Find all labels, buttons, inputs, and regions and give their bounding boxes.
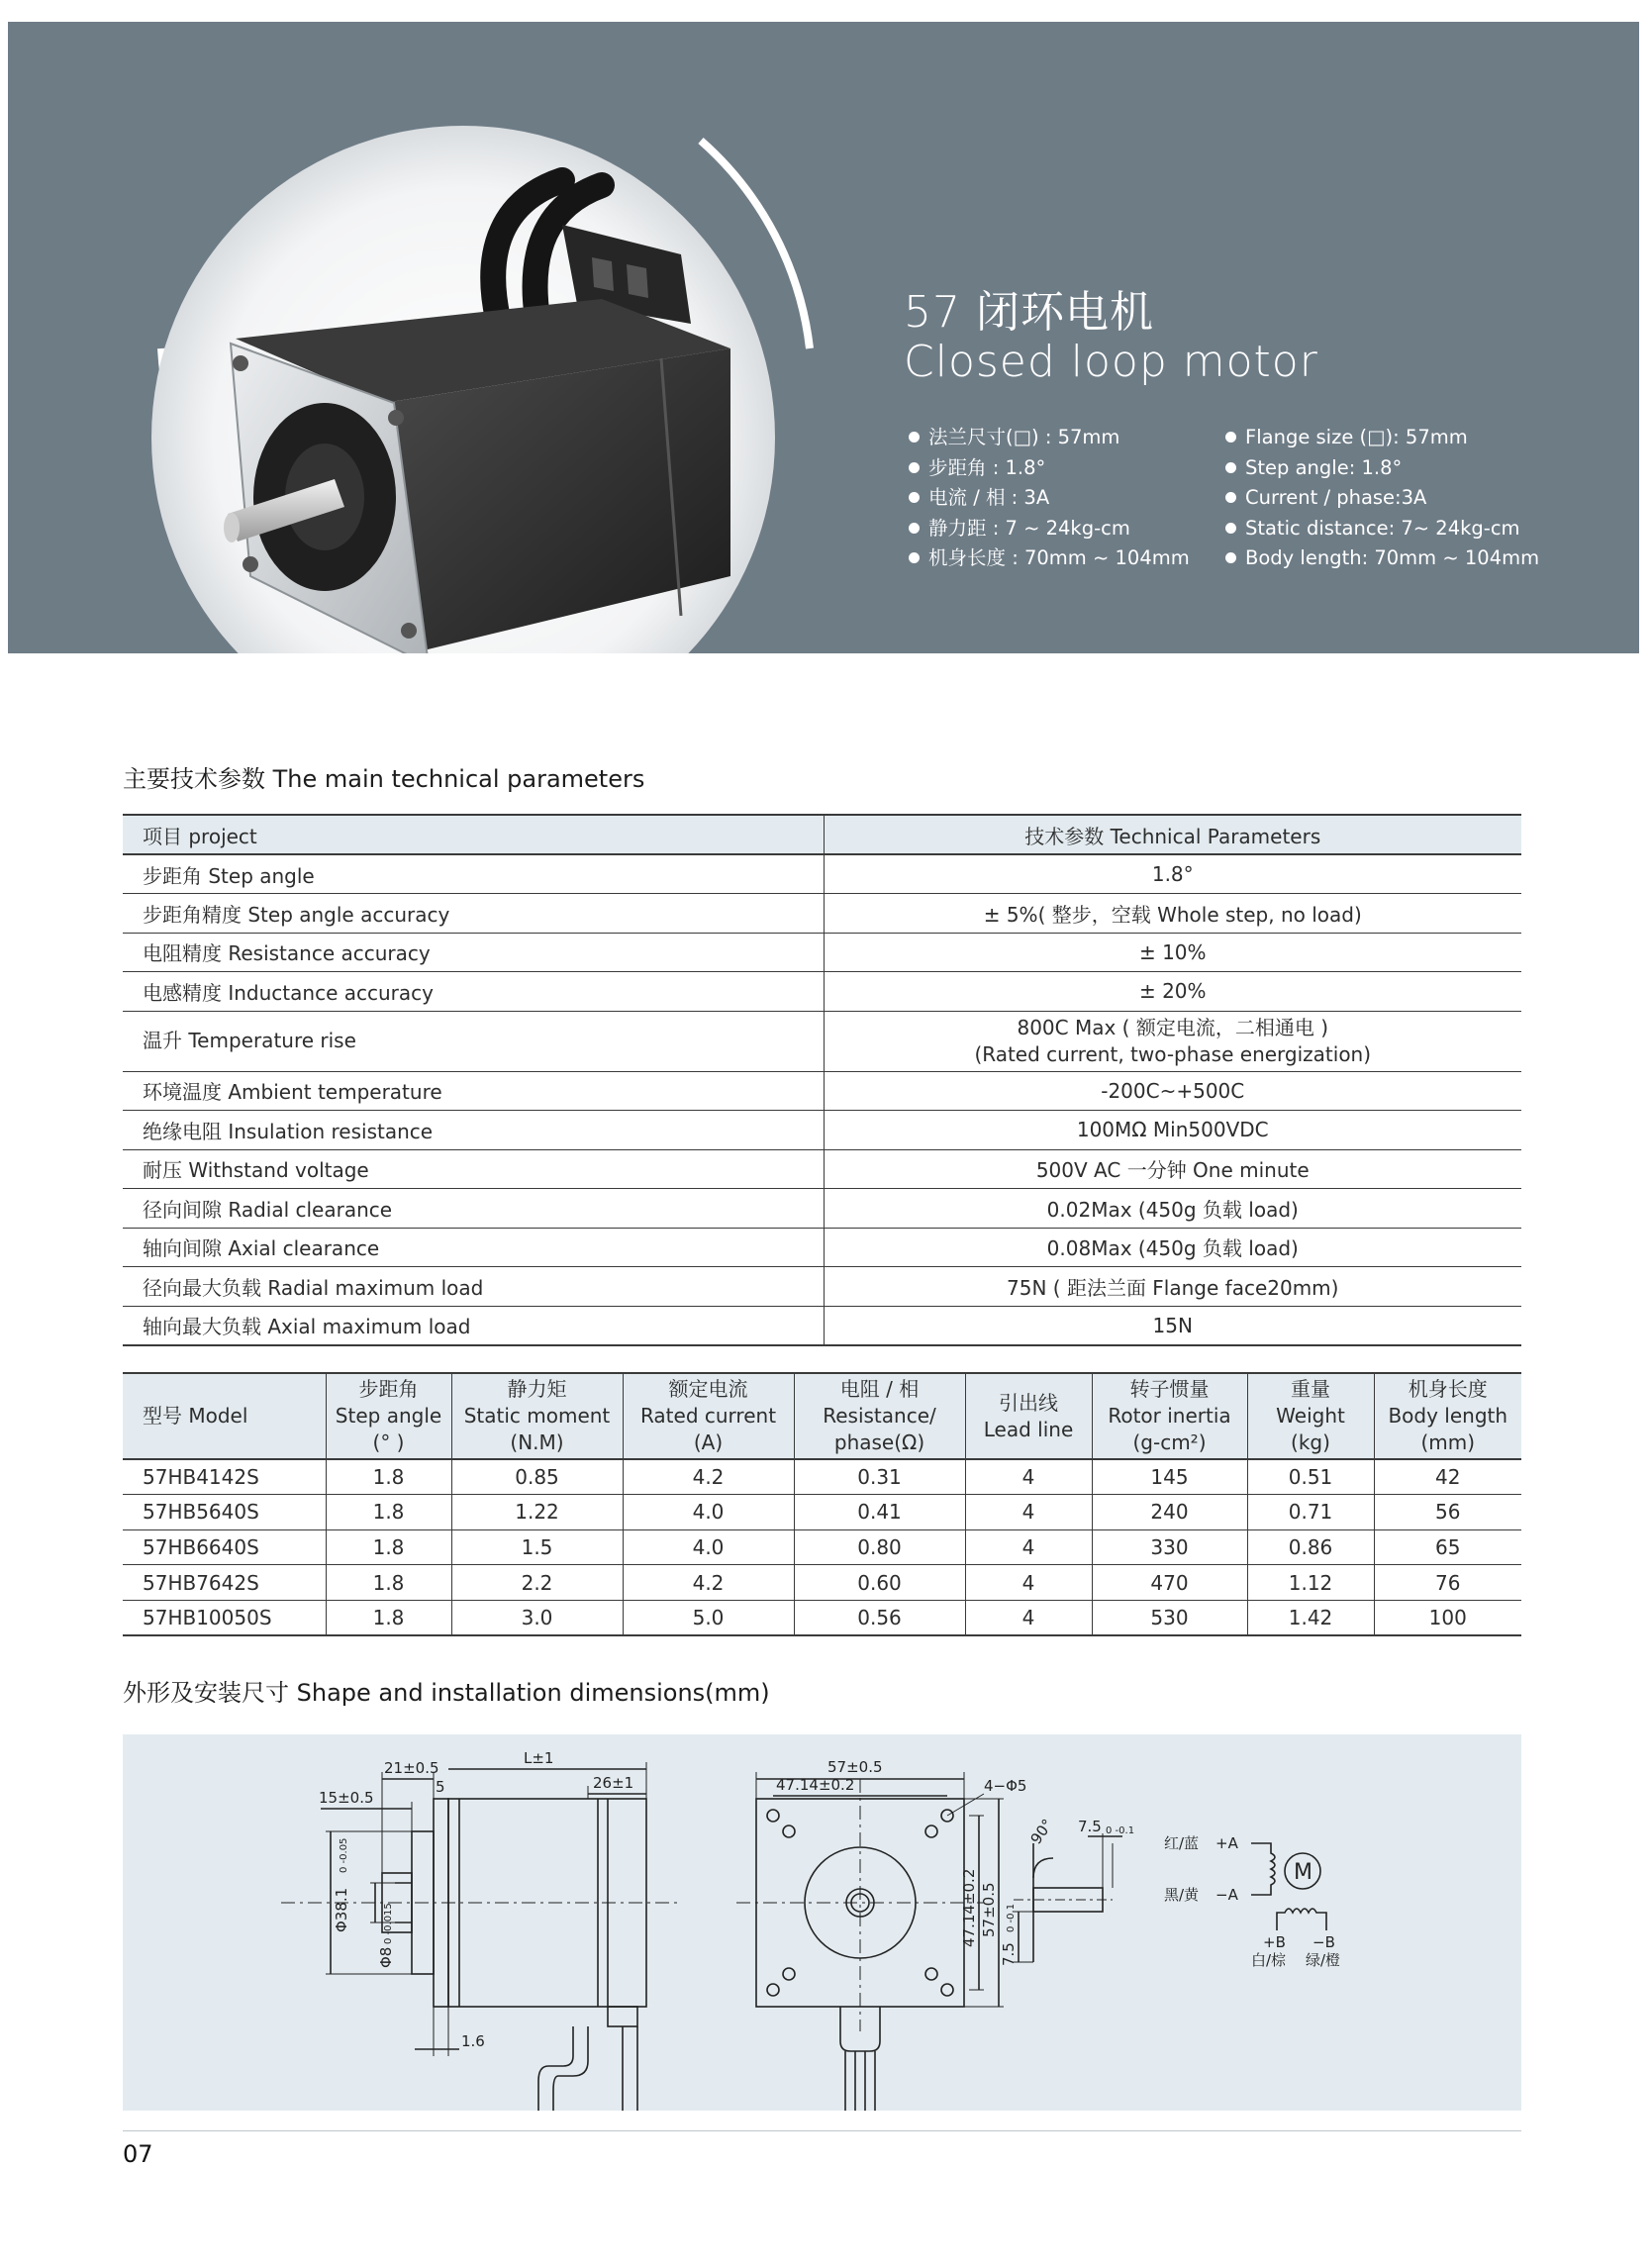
model-cell: 57HB6640S <box>123 1529 326 1565</box>
param-name: 温升 Temperature rise <box>123 1011 824 1071</box>
dim-label: 1.6 <box>461 2032 485 2050</box>
dim-label: Φ8 <box>377 1946 395 1968</box>
spec-item: Step angle: 1.8° <box>1225 453 1539 484</box>
bullet-icon <box>909 552 920 563</box>
bullet-icon <box>1225 462 1236 473</box>
param-name: 耐压 Withstand voltage <box>123 1149 824 1189</box>
value-cell: 1.8 <box>326 1459 451 1495</box>
bullet-icon <box>1225 432 1236 443</box>
param-value: ± 20% <box>824 972 1521 1012</box>
value-cell: 0.41 <box>794 1495 965 1530</box>
spec-item: 法兰尺寸(□) : 57mm <box>909 423 1190 453</box>
table-row <box>123 1306 1521 1345</box>
table-row <box>123 972 1521 1012</box>
param-value: 100MΩ Min500VDC <box>824 1111 1521 1150</box>
value-cell: 2.2 <box>451 1565 623 1601</box>
param-name: 绝缘电阻 Insulation resistance <box>123 1111 824 1150</box>
model-cell: 57HB7642S <box>123 1565 326 1601</box>
dim-label: 21±0.5 <box>384 1759 439 1777</box>
table-row <box>123 1011 1521 1071</box>
table-row <box>123 1495 1521 1530</box>
dim-label: 90° <box>1026 1816 1057 1848</box>
value-cell: 0.31 <box>794 1459 965 1495</box>
header-parameters: 技术参数 Technical Parameters <box>824 815 1521 854</box>
table-header-row <box>123 815 1521 854</box>
dim-label: 0 -0.015 <box>383 1903 394 1944</box>
value-cell: 4.2 <box>623 1565 794 1601</box>
dim-label: 57±0.5 <box>827 1758 883 1776</box>
value-cell: 1.42 <box>1247 1600 1374 1635</box>
dimension-drawing <box>123 1734 1521 2111</box>
value-cell: 0.60 <box>794 1565 965 1601</box>
header-model: 型号 Model <box>123 1373 326 1459</box>
param-value: 0.08Max (450g 负载 load) <box>824 1228 1521 1267</box>
param-value: 75N ( 距法兰面 Flange face20mm) <box>824 1267 1521 1307</box>
dim-label: 7.5 <box>1078 1818 1102 1835</box>
wire-label: 黑/黄 <box>1164 1886 1200 1904</box>
param-value: ± 10% <box>824 933 1521 972</box>
table-row <box>123 854 1521 894</box>
model-cell: 57HB10050S <box>123 1600 326 1635</box>
value-cell: 1.12 <box>1247 1565 1374 1601</box>
value-cell: 330 <box>1092 1529 1247 1565</box>
wire-label: 白/棕 <box>1251 1951 1287 1969</box>
dim-label: 4−Φ5 <box>984 1777 1027 1795</box>
dimension-drawing-svg <box>123 1734 1521 2111</box>
param-value: -200C~+500C <box>824 1071 1521 1111</box>
dim-label: 0 -0.05 <box>339 1837 349 1873</box>
param-name: 轴向最大负载 Axial maximum load <box>123 1306 824 1345</box>
spec-list-en <box>1225 423 1539 574</box>
param-name: 电阻精度 Resistance accuracy <box>123 933 824 972</box>
param-name: 径向最大负载 Radial maximum load <box>123 1267 824 1307</box>
header-step-angle: 步距角 Step angle (° ) <box>326 1373 451 1459</box>
table-row <box>123 1111 1521 1150</box>
value-cell: 1.8 <box>326 1495 451 1530</box>
wire-label: 绿/橙 <box>1306 1951 1341 1969</box>
value-cell: 1.8 <box>326 1565 451 1601</box>
value-cell: 1.5 <box>451 1529 623 1565</box>
value-cell: 0.51 <box>1247 1459 1374 1495</box>
value-cell: 76 <box>1374 1565 1521 1601</box>
value-cell: 4 <box>965 1529 1092 1565</box>
wire-label: +B <box>1263 1933 1286 1951</box>
dim-label: 5 <box>436 1778 445 1796</box>
bullet-icon <box>909 462 920 473</box>
header-resistance: 电阻 / 相 Resistance/ phase(Ω) <box>794 1373 965 1459</box>
dim-label: 15±0.5 <box>319 1789 374 1807</box>
table-row <box>123 1565 1521 1601</box>
spec-list-cn <box>909 423 1190 574</box>
param-name: 轴向间隙 Axial clearance <box>123 1228 824 1267</box>
param-value: 1.8° <box>824 854 1521 894</box>
model-cell: 57HB4142S <box>123 1459 326 1495</box>
param-value: 15N <box>824 1306 1521 1345</box>
bullet-icon <box>1225 492 1236 503</box>
dim-label: Φ38.1 <box>333 1887 350 1932</box>
value-cell: 0.85 <box>451 1459 623 1495</box>
bullet-icon <box>1225 552 1236 563</box>
value-cell: 4.0 <box>623 1529 794 1565</box>
spec-item: Static distance: 7~ 24kg-cm <box>1225 514 1539 544</box>
value-cell: 4 <box>965 1459 1092 1495</box>
value-cell: 5.0 <box>623 1600 794 1635</box>
param-value-line: (Rated current, two-phase energization) <box>974 1041 1372 1066</box>
table-row <box>123 1600 1521 1635</box>
header-static-moment: 静力矩 Static moment (N.M) <box>451 1373 623 1459</box>
bullet-icon <box>1225 523 1236 534</box>
value-cell: 4 <box>965 1565 1092 1601</box>
dim-label: 0 -0.1 <box>1006 1903 1017 1932</box>
page-number: 07 <box>123 2140 153 2168</box>
value-cell: 0.80 <box>794 1529 965 1565</box>
dim-label: 26±1 <box>593 1774 634 1792</box>
bullet-icon <box>909 432 920 443</box>
table-row <box>123 1267 1521 1307</box>
section-title-dimensions: 外形及安装尺寸 Shape and installation dimensions(mm) <box>123 1679 770 1707</box>
models-table <box>123 1372 1521 1636</box>
motor-symbol-label: M <box>1294 1860 1312 1885</box>
table-header-row <box>123 1373 1521 1459</box>
dim-label: 7.5 <box>1000 1942 1018 1966</box>
table-row <box>123 1189 1521 1229</box>
value-cell: 0.71 <box>1247 1495 1374 1530</box>
table-row <box>123 1149 1521 1189</box>
header-rated-current: 额定电流 Rated current (A) <box>623 1373 794 1459</box>
spec-item: Current / phase:3A <box>1225 483 1539 514</box>
value-cell: 1.22 <box>451 1495 623 1530</box>
wire-label: −B <box>1312 1933 1335 1951</box>
value-cell: 530 <box>1092 1600 1247 1635</box>
value-cell: 145 <box>1092 1459 1247 1495</box>
table-row <box>123 933 1521 972</box>
bullet-icon <box>909 492 920 503</box>
dim-label: 0 -0.1 <box>1106 1825 1135 1836</box>
header-lead-line: 引出线 Lead line <box>965 1373 1092 1459</box>
spec-item: 机身长度 : 70mm ~ 104mm <box>909 543 1190 574</box>
spec-item: 步距角 : 1.8° <box>909 453 1190 484</box>
header-weight: 重量 Weight (kg) <box>1247 1373 1374 1459</box>
value-cell: 4.2 <box>623 1459 794 1495</box>
param-name: 步距角 Step angle <box>123 854 824 894</box>
table-row <box>123 1071 1521 1111</box>
value-cell: 240 <box>1092 1495 1247 1530</box>
value-cell: 0.86 <box>1247 1529 1374 1565</box>
header-rotor-inertia: 转子惯量 Rotor inertia (g-cm²) <box>1092 1373 1247 1459</box>
spec-item: Flange size (□): 57mm <box>1225 423 1539 453</box>
wire-label: +A <box>1215 1834 1238 1852</box>
dim-label: 47.14±0.2 <box>776 1776 855 1794</box>
table-row <box>123 894 1521 934</box>
wire-label: −A <box>1215 1886 1238 1904</box>
section-title-params: 主要技术参数 The main technical parameters <box>123 765 645 793</box>
spec-item: Body length: 70mm ~ 104mm <box>1225 543 1539 574</box>
spec-item: 静力距 : 7 ~ 24kg-cm <box>909 514 1190 544</box>
value-cell: 4.0 <box>623 1495 794 1530</box>
bullet-icon <box>909 523 920 534</box>
value-cell: 1.8 <box>326 1529 451 1565</box>
param-value <box>824 1011 1521 1071</box>
dim-label: L±1 <box>524 1749 554 1767</box>
value-cell: 4 <box>965 1600 1092 1635</box>
value-cell: 4 <box>965 1495 1092 1530</box>
param-value: 500V AC 一分钟 One minute <box>824 1149 1521 1189</box>
value-cell: 65 <box>1374 1529 1521 1565</box>
dimension-labels <box>319 1749 1340 2050</box>
footer-divider <box>123 2130 1521 2131</box>
dim-label: 47.14±0.2 <box>960 1868 978 1947</box>
banner-title-cn: 57 闭环电机 <box>904 287 1154 338</box>
value-cell: 1.8 <box>326 1600 451 1635</box>
banner-title-en: Closed loop motor <box>904 337 1318 387</box>
value-cell: 100 <box>1374 1600 1521 1635</box>
dim-label: 57±0.5 <box>980 1882 998 1937</box>
value-cell: 56 <box>1374 1495 1521 1530</box>
table-row <box>123 1529 1521 1565</box>
table-row <box>123 1459 1521 1495</box>
table-row <box>123 1228 1521 1267</box>
wire-label: 红/蓝 <box>1164 1834 1200 1852</box>
model-cell: 57HB5640S <box>123 1495 326 1530</box>
spec-item: 电流 / 相 : 3A <box>909 483 1190 514</box>
header-project: 项目 project <box>123 815 824 854</box>
value-cell: 3.0 <box>451 1600 623 1635</box>
param-name: 径向间隙 Radial clearance <box>123 1189 824 1229</box>
param-value: 0.02Max (450g 负载 load) <box>824 1189 1521 1229</box>
value-cell: 0.56 <box>794 1600 965 1635</box>
param-name: 环境温度 Ambient temperature <box>123 1071 824 1111</box>
header-body-length: 机身长度 Body length (mm) <box>1374 1373 1521 1459</box>
param-value: ± 5%( 整步，空载 Whole step, no load) <box>824 894 1521 934</box>
params-table <box>123 814 1521 1346</box>
value-cell: 470 <box>1092 1565 1247 1601</box>
value-cell: 42 <box>1374 1459 1521 1495</box>
param-value-line: 800C Max ( 额定电流，二相通电 ) <box>1017 1015 1329 1039</box>
param-name: 步距角精度 Step angle accuracy <box>123 894 824 934</box>
param-name: 电感精度 Inductance accuracy <box>123 972 824 1012</box>
product-banner <box>8 22 1639 653</box>
